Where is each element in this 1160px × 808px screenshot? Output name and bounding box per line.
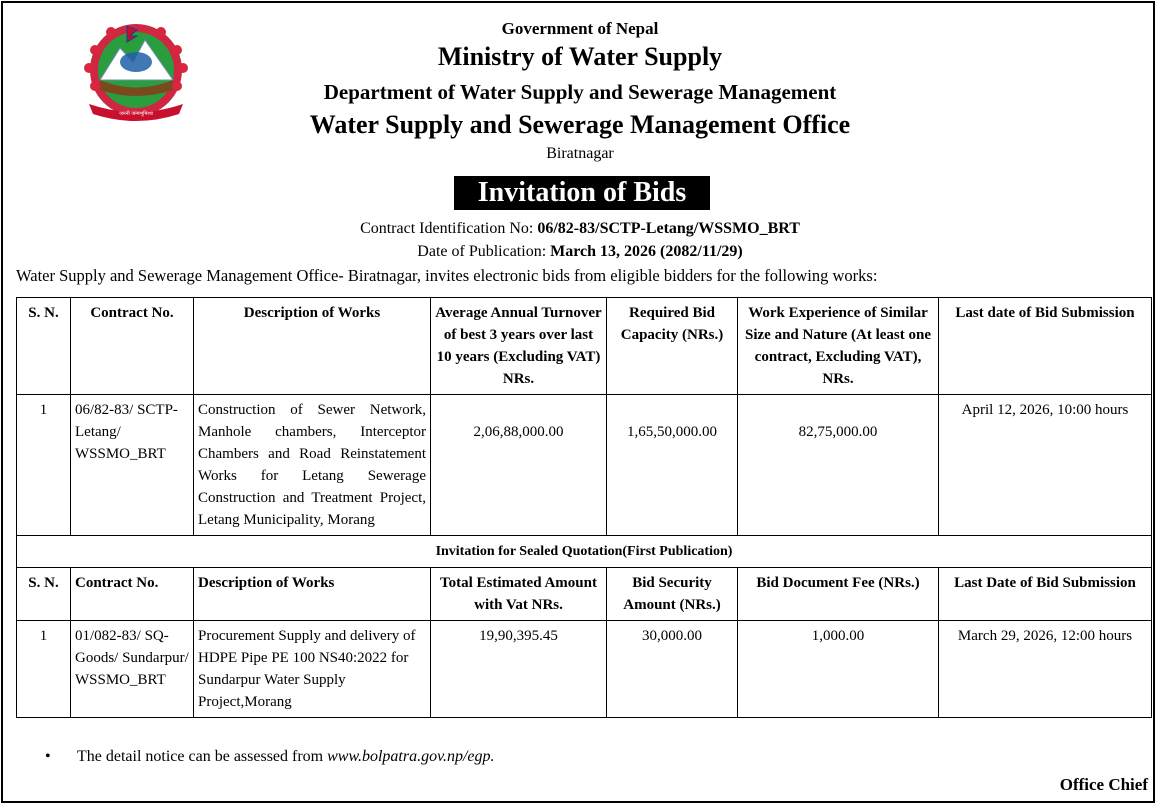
section2-title-row [17,536,1152,568]
intro-text: Water Supply and Sewerage Management Office- Biratnagar, invites electronic bids from eligible bidders for the following works: [16,266,878,285]
bids-table [16,297,1152,718]
table-row [17,621,1152,718]
table2-fee: 1,000.00 [738,621,939,718]
note-text: The detail notice can be assessed from [77,748,328,765]
table2-header-last-date: Last Date of Bid Submission [939,568,1152,621]
table1-header-contract: Contract No. [71,298,194,395]
table1-header-experience: Work Experience of Similar Size and Nature (At least one contract, Excluding VAT), NRs. [738,298,939,395]
table1-last-date: April 12, 2026, 10:00 hours [939,395,1152,536]
bolpatra-link[interactable]: www.bolpatra.gov.np/egp. [327,748,495,765]
table2-header-row [17,568,1152,621]
table2-header-fee: Bid Document Fee (NRs.) [738,568,939,621]
table1-experience: 82,75,000.00 [738,395,939,536]
table1-header-last-date: Last date of Bid Submission [939,298,1152,395]
table1-sn: 1 [17,395,71,536]
table1-description: Construction of Sewer Network, Manhole chambers, Interceptor Chambers and Road Reinstatement Works for Letang Sewerage Construction and Treatment Project, Letang Municipality, Morang [194,395,431,536]
city-label: Biratnagar [546,145,614,162]
pub-date-value: March 13, 2026 (2082/11/29) [550,243,743,260]
table1-header-description: Description of Works [194,298,431,395]
publication-date [0,243,1160,261]
table1-header-capacity: Required Bid Capacity (NRs.) [607,298,738,395]
table-row [17,395,1152,536]
ministry-heading: Ministry of Water Supply [437,42,723,71]
table1-turnover: 2,06,88,000.00 [431,395,607,536]
signature: Office Chief [1059,775,1148,794]
table2-amount: 19,90,395.45 [431,621,607,718]
bullet-icon: • [45,748,51,765]
pub-date-label: Date of Publication: [417,243,551,260]
table2-header-security: Bid Security Amount (NRs.) [607,568,738,621]
table2-header-description: Description of Works [194,568,431,621]
table1-header-row [17,298,1152,395]
table2-header-contract: Contract No. [71,568,194,621]
table1-header-sn: S. N. [17,298,71,395]
section2-title: Invitation for Sealed Quotation(First Publication) [17,536,1152,568]
table1-header-turnover: Average Annual Turnover of best 3 years over last 10 years (Excluding VAT) NRs. [431,298,607,395]
table2-security: 30,000.00 [607,621,738,718]
table2-contract: 01/082-83/ SQ-Goods/ Sundarpur/ WSSMO_BRT [71,621,194,718]
page-title: Invitation of Bids [454,176,710,210]
contract-id-value: 06/82-83/SCTP-Letang/WSSMO_BRT [537,220,800,237]
table1-contract: 06/82-83/ SCTP-Letang/ WSSMO_BRT [71,395,194,536]
government-heading: Government of Nepal [501,19,659,38]
table2-sn: 1 [17,621,71,718]
department-heading: Department of Water Supply and Sewerage Management [323,80,837,104]
svg-text:जननी जन्मभूमिश्च: जननी जन्मभूमिश्च [119,111,153,117]
detail-notice [45,748,495,766]
table2-description: Procurement Supply and delivery of HDPE Pipe PE 100 NS40:2022 for Sundarpur Water Supply Project,Morang [194,621,431,718]
table2-last-date: March 29, 2026, 12:00 hours [939,621,1152,718]
office-heading: Water Supply and Sewerage Management Office [309,110,851,139]
table2-header-amount: Total Estimated Amount with Vat NRs. [431,568,607,621]
contract-identification [0,220,1160,238]
table1-capacity: 1,65,50,000.00 [607,395,738,536]
contract-id-label: Contract Identification No: [360,220,538,237]
table2-header-sn: S. N. [17,568,71,621]
